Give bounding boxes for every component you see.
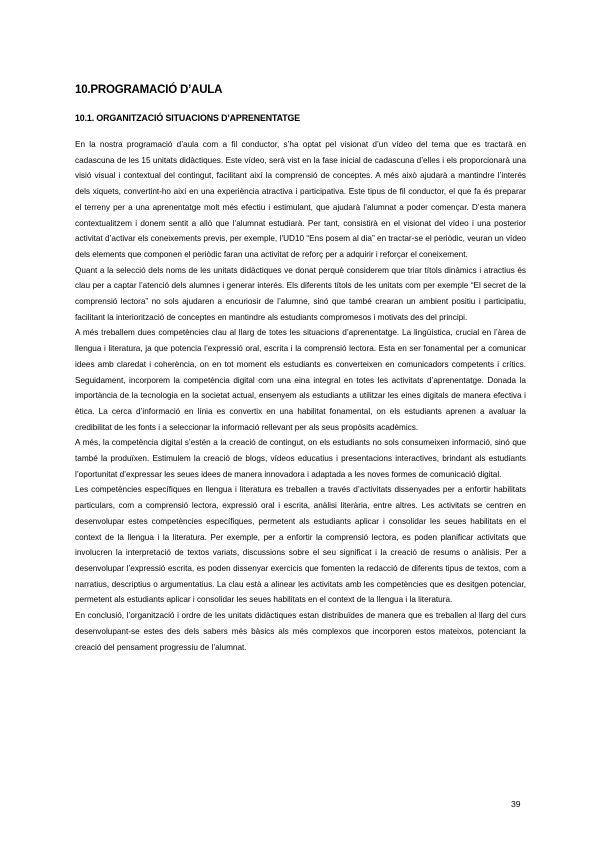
body-text <box>75 137 526 655</box>
paragraph: En la nostra programació d’aula com a fil conductor, s’ha optat pel visionat d’un vídeo del tema que es tractarà en cadascuna de les 15 unitats didàctiques. Este vídeo, serà vist en la fase inicial de cadascuna d’elles i els proporcionarà una visió visual i contextual del contingut, facilitant així la comprensió de conceptes. A més això ajudarà a mantindre l’interés dels xiquets, convertint-ho així en una experiència atractiva i participativa. Este tipus de fil conductor, el que fa és preparar el terreny per a una aprenentatge molt més efectiu i estimulant, que ajudarà l’alumnat a poder començar. D’esta manera contextualitzem i donem sentit a allò que l’alumnat estudiarà. Per tant, consistirà en el visionat del vídeo i una posterior activitat d’activar els coneixements previs, per exemple, l’UD10 “Ens posem al dia” en tractar-se el periòdic, veuran un vídeo dels elements que componen el periòdic faran una activitat de reforç per a adquirir i reforçar el coneixement. <box>75 140 526 259</box>
paragraph: A més treballem dues competències clau al llarg de totes les situacions d’aprenentatge. La lingüística, crucial en l’àrea de llengua i literatura, ja que potencia l’expressió oral, escrita i la comprensió lectora. Esta en ser fonamental per a comunicar idees amb claredat i coherència, on en tot moment els estudiants es converteixen en comunicadors competents i crítics. Seguidament, incorporem la competència digital com una eina integral en totes les activitats d’aprenentatge. Donada la importància de la tecnologia en la societat actual, ensenyem als estudiants a utilitzar les eines digitals de manera efectiva i ètica. La cerca d’informació en línia es convertix en una habilitat fonamental, on els estudiants aprenen a avaluar la credibilitat de les fonts i a seleccionar la informació rellevant per als seus propòsits acadèmics. <box>75 328 526 432</box>
paragraph: En conclusió, l’organització i ordre de les unitats didàctiques estan distribuïdes de manera que es treballen al llarg del curs desenvolupant-se estes des dels sabers més bàsics als més complexos que incorporen estos mateixos, potenciant la creació del pensament progressiu de l’alumnat. <box>75 611 526 652</box>
section-title: 10.PROGRAMACIÓ D’AULA <box>75 84 223 96</box>
page-number: 39 <box>511 799 521 809</box>
paragraph: Les competències específiques en llengua i literatura es treballen a través d’activitats dissenyades per a enfortir habilitats particulars, com a comprensió lectora, expressió oral i escrita, anàlisi literària, entre altres. Les activitats se centren en desenvolupar estes competències específiques, permetent als estudiants aplicar i consolidar les seues habilitats en el context de la llengua i la literatura. Per exemple, per a enfortir la comprensió lectora, es poden planificar activitats que involucren la interpretació de textos variats, discussions sobre el seu significat i la creació de resums o anàlisis. Per a desenvolupar l’expressió escrita, es poden dissenyar exercicis que fomenten la redacció de diferents tipus de textos, com a narratius, descriptius o argumentatius. La clau està a alinear les activitats amb les competències que es desitgen potenciar, permetent als estudiants aplicar i consolidar les seues habilitats en el context de la llengua i la literatura. <box>75 485 526 605</box>
paragraph: Quant a la selecció dels noms de les unitats didàctiques ve donat perquè considerem que triar títols dinàmics i atractius és clau per a captar l’atenció dels alumnes i generar interés. Els diferents títols de les unitats com per exemple “El secret de la comprensió lectora” no sols ajudaren a encuriosir de l’alumne, sinó que també crearan un ambient positiu i participatiu, facilitant la interiorització de conceptes en mantindre als estudiants compromesos i motivats des del principi. <box>75 265 526 322</box>
paragraph: A més, la competència digital s’estén a la creació de contingut, on els estudiants no sols consumeixen informació, sinó que també la produïxen. Estimulem la creació de blogs, vídeos educatius i presentacions interactives, brindant als estudiants l’oportunitat d’expressar les seues idees de manera innovadora i adaptada a les noves formes de comunicació digital. <box>75 438 526 479</box>
subsection-title: 10.1. ORGANITZACIÓ SITUACIONS D’APRENENTATGE <box>75 113 300 123</box>
